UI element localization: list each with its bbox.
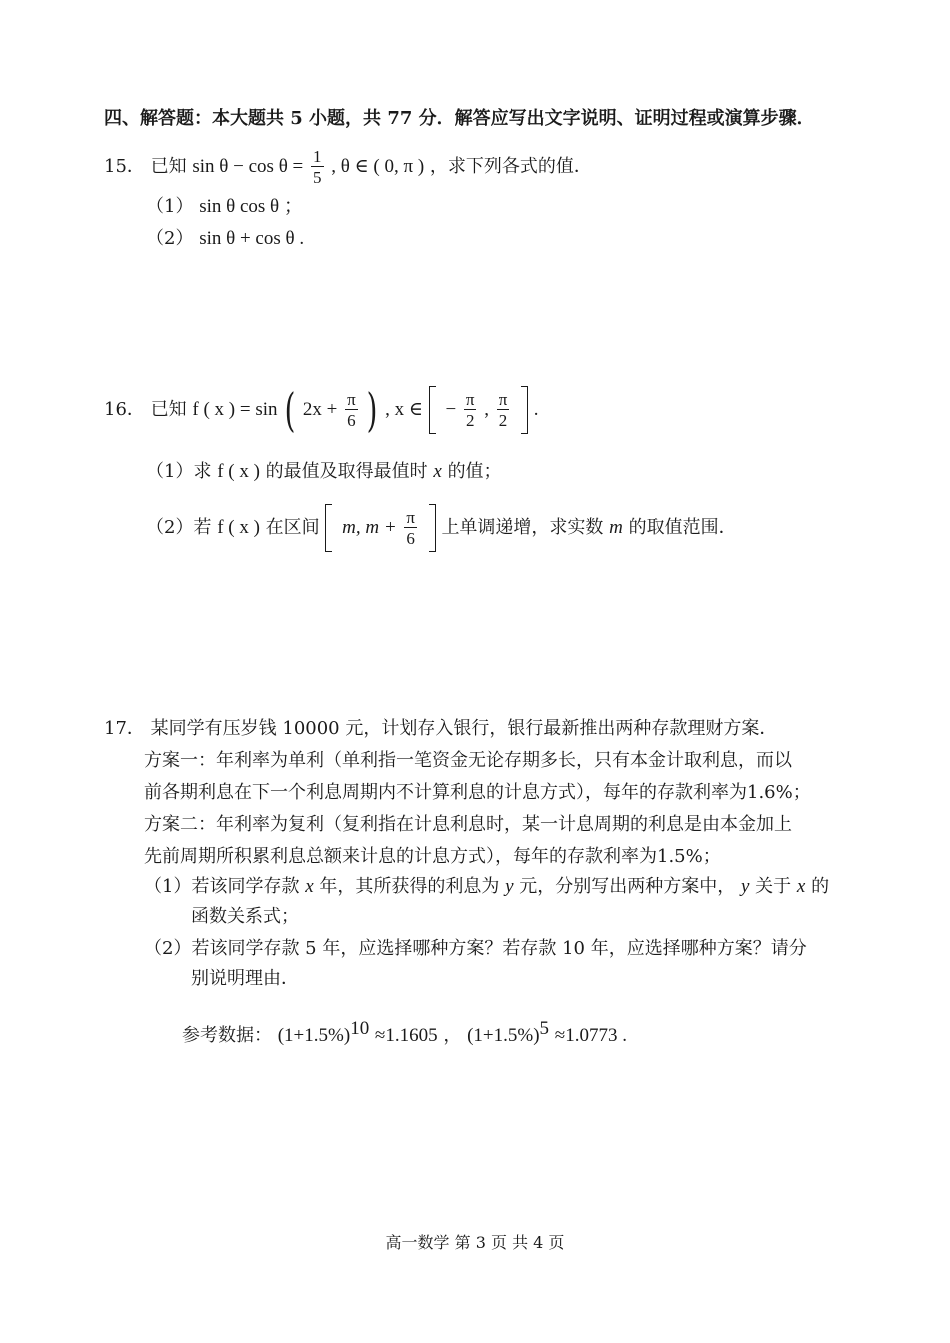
q16-part2-end-b: 的取值范围． — [628, 517, 737, 538]
q16-period: . — [533, 399, 539, 420]
q16-neg: − — [445, 399, 457, 420]
q15-expr-right: , θ ∈ ( 0, π ) — [331, 156, 425, 177]
q16-part2-frac-pi: π — [406, 508, 415, 527]
q16-part1 — [146, 461, 502, 484]
q16-part1-text: 的最值及取得最值时 — [265, 461, 428, 482]
q17-line1-text: 某同学有压岁钱 10000 元，计划存入银行，银行最新推出两种存款理财方案． — [150, 718, 778, 739]
q17-part1-x: x — [305, 876, 314, 897]
q17-ref-val2: ≈1.0773 . — [554, 1025, 627, 1046]
q15-part2-expr: sin θ + cos θ . — [199, 228, 305, 249]
q16-part2-fraction — [404, 509, 417, 547]
q17-ref-label: 参考数据： — [182, 1025, 272, 1046]
q16-part2-frac-6: 6 — [404, 527, 417, 547]
q17-ref-base2: (1+1.5%) — [467, 1025, 540, 1046]
q17-line2: 方案一：年利率为单利（单利指一笔资金无论存期多长，只有本金计取利息，而以 — [144, 750, 792, 771]
q17-part1-a: （1）若该同学存款 — [144, 876, 300, 897]
q17-part1-y: y — [505, 876, 514, 897]
q17-line3: 前各期利息在下一个利息周期内不计算利息的计息方式），每年的存款利率为1.6%； — [144, 782, 811, 803]
q16-part1-x: x — [433, 461, 442, 482]
q17-reference-data — [182, 1018, 627, 1048]
q16-frac-6: 6 — [345, 409, 358, 429]
q17-part1 — [144, 876, 829, 899]
q15-suffix: ，求下列各式的值． — [429, 156, 592, 177]
q16-part1-label: （1）求 — [146, 461, 212, 482]
q17-line1 — [104, 718, 777, 740]
q16-fraction-neg-pi-2 — [464, 391, 477, 429]
q16-part2-left-bracket — [325, 504, 332, 552]
q15-fraction — [311, 148, 324, 186]
q16-frac-pi-a: π — [465, 390, 475, 409]
q15-part1-label: （1） — [146, 196, 194, 217]
q17-number: 17． — [104, 718, 145, 739]
q16-frac-2-a: 2 — [464, 409, 477, 429]
q15-part1 — [146, 196, 303, 219]
q15-part1-expr: sin θ cos θ ； — [199, 196, 303, 217]
q16-frac-pi-b: π — [498, 390, 508, 409]
q16-domain-mid: , x ∈ — [385, 399, 423, 420]
q17-part1-c: 元，分别写出两种方案中， — [519, 876, 736, 897]
q17-part1-e: 的 — [811, 876, 830, 897]
q16-number: 16． — [104, 399, 145, 420]
section-heading: 四、解答题：本大题共 5 小题，共 77 分．解答应写出文字说明、证明过程或演算步骤． — [104, 108, 815, 129]
q16-right-paren: ) — [367, 383, 378, 437]
q16-left-bracket — [429, 386, 436, 434]
q15-part2 — [146, 228, 304, 251]
q16-right-bracket — [521, 386, 528, 434]
q16-part2-end-a: 上单调递增，求实数 — [441, 517, 604, 538]
q17-part1-line2: 函数关系式； — [191, 906, 299, 927]
q17-ref-exp1: 10 — [350, 1018, 370, 1039]
q16-fraction-pi-6 — [345, 391, 358, 429]
q17-line4: 方案二：年利率为复利（复利指在计息利息时，某一计息周期的利息是由本金加上 — [144, 814, 792, 835]
q16-part2-label: （2）若 — [146, 517, 212, 538]
q17-part2-line2: 别说明理由． — [191, 968, 299, 989]
q17-ref-val1: ≈1.1605 — [374, 1025, 438, 1046]
q16-frac-pi: π — [347, 390, 356, 409]
q16-f-expr: f ( x ) = sin — [192, 399, 278, 420]
q17-ref-base1: (1+1.5%) — [277, 1025, 351, 1046]
q15-frac-num: 1 — [313, 147, 322, 166]
q17-line5: 先前周期所积累利息总额来计息的计息方式），每年的存款利率为1.5%； — [144, 846, 721, 867]
q16-prefix: 已知 — [150, 399, 187, 420]
q16-part1-f: f ( x ) — [217, 461, 260, 482]
q16-arg-left: 2x + — [302, 399, 338, 420]
q17-part1-y2: y — [741, 876, 750, 897]
q16-part2-interval: m, m + — [342, 517, 397, 538]
q16-comma: , — [484, 399, 489, 420]
q17-part1-d: 关于 — [755, 876, 792, 897]
q15-frac-den: 5 — [313, 168, 322, 187]
q17-part2-line1: （2）若该同学存款 5 年，应选择哪种方案？若存款 10 年，应选择哪种方案？请分 — [144, 938, 807, 959]
q16-part2-f: f ( x ) — [217, 517, 260, 538]
q15-expr-left: sin θ − cos θ = — [192, 156, 304, 177]
q16-fraction-pi-2 — [497, 391, 510, 429]
q16-part2 — [146, 504, 737, 552]
q16-part2-right-bracket — [429, 504, 436, 552]
q16-part1-end: 的值； — [447, 461, 502, 482]
q16-part2-text: 在区间 — [265, 517, 320, 538]
page-footer: 高一数学 第 3 页 共 4 页 — [385, 1233, 565, 1252]
q17-part1-b: 年，其所获得的利息为 — [319, 876, 500, 897]
q15-stem — [104, 148, 592, 186]
q15-prefix: 已知 — [150, 156, 187, 177]
q17-ref-sep: ， — [443, 1025, 462, 1046]
q16-frac-2-b: 2 — [497, 409, 510, 429]
q17-ref-exp2: 5 — [539, 1018, 550, 1039]
q16-part2-m: m — [609, 517, 623, 538]
q16-stem — [104, 383, 539, 437]
q15-number: 15． — [104, 156, 145, 177]
q17-part1-x2: x — [796, 876, 806, 897]
q15-part2-label: （2） — [146, 228, 194, 249]
q16-left-paren: ( — [284, 383, 296, 437]
